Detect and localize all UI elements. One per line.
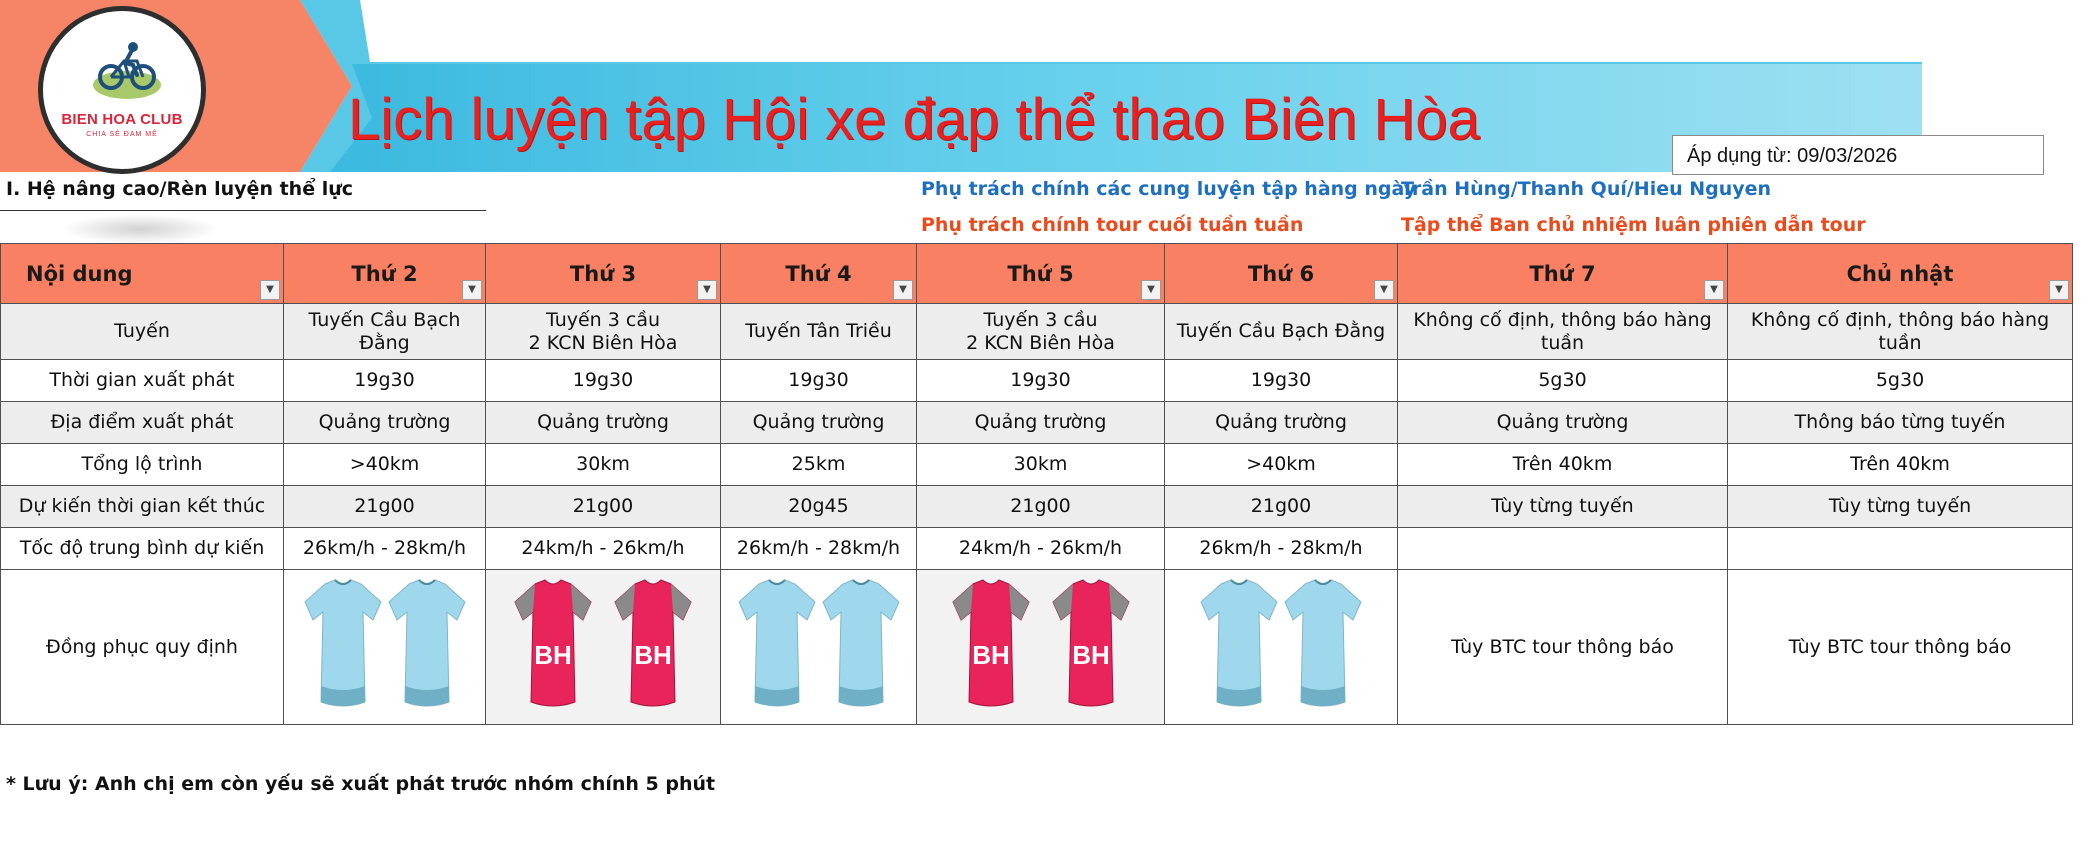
club-logo — [38, 6, 206, 174]
table-cell[interactable]: >40km — [1165, 444, 1398, 486]
svg-text:BH: BH — [534, 640, 572, 670]
table-header-row — [1, 244, 2073, 304]
logo-slogan: CHIA SẺ ĐAM MÊ — [86, 131, 158, 138]
column-header-label: Nội dung — [26, 261, 133, 286]
table-cell[interactable]: Quảng trường — [917, 402, 1165, 444]
table-cell[interactable]: Quảng trường — [486, 402, 721, 444]
table-cell[interactable]: Trên 40km — [1398, 444, 1728, 486]
table-cell[interactable]: 25km — [721, 444, 917, 486]
uniform-image[interactable] — [284, 570, 486, 725]
table-cell[interactable]: Tuyến 3 cầu 2 KCN Biên Hòa — [486, 304, 721, 360]
applied-label: Áp dụng từ: — [1687, 145, 1792, 167]
table-cell[interactable]: 20g45 — [721, 486, 917, 528]
column-header-label: Thứ 6 — [1247, 261, 1315, 286]
jersey-pair — [1165, 570, 1397, 724]
section-shadow — [60, 214, 220, 244]
table-cell[interactable]: Không cố định, thông báo hàng tuần — [1398, 304, 1728, 360]
column-header-label: Thứ 3 — [569, 261, 637, 286]
column-header — [486, 244, 721, 304]
table-cell[interactable]: 26km/h - 28km/h — [1165, 528, 1398, 570]
table-cell[interactable]: >40km — [284, 444, 486, 486]
table-cell[interactable]: Tuyến 3 cầu 2 KCN Biên Hòa — [917, 304, 1165, 360]
applied-date: 09/03/2026 — [1797, 145, 1898, 167]
table-cell[interactable]: 19g30 — [1165, 360, 1398, 402]
jersey-front-icon — [737, 574, 817, 720]
svg-text:BH: BH — [971, 640, 1010, 670]
table-cell[interactable]: Thông báo từng tuyến — [1728, 402, 2073, 444]
filter-dropdown-icon[interactable]: ▼ — [260, 280, 280, 300]
filter-dropdown-icon[interactable]: ▼ — [462, 280, 482, 300]
table-row — [1, 402, 2073, 444]
uniform-image[interactable] — [486, 570, 721, 725]
column-header — [1398, 244, 1728, 304]
row-label: Tổng lộ trình — [1, 444, 284, 486]
table-cell[interactable]: 21g00 — [1165, 486, 1398, 528]
jersey-front-icon — [505, 574, 601, 720]
svg-text:BH: BH — [1071, 640, 1110, 670]
table-cell[interactable]: Quảng trường — [721, 402, 917, 444]
section-title: I. Hệ nâng cao/Rèn luyện thể lực — [6, 178, 353, 200]
table-row-uniform — [1, 570, 2073, 725]
section-underline — [0, 210, 486, 211]
table-cell[interactable] — [1728, 528, 2073, 570]
column-header — [917, 244, 1165, 304]
table-cell[interactable]: 24km/h - 26km/h — [486, 528, 721, 570]
jersey-back-icon — [1283, 574, 1363, 720]
jersey-pair — [917, 570, 1164, 724]
filter-dropdown-icon[interactable]: ▼ — [1374, 280, 1394, 300]
uniform-image[interactable] — [917, 570, 1165, 725]
table-cell[interactable]: 5g30 — [1728, 360, 2073, 402]
table-cell[interactable]: Tuyến Cầu Bạch Đằng — [1165, 304, 1398, 360]
weekend-lead-label: Phụ trách chính tour cuối tuần tuần — [921, 214, 1304, 236]
table-cell[interactable]: Tuyến Tân Triều — [721, 304, 917, 360]
jersey-back-icon — [821, 574, 901, 720]
column-header — [721, 244, 917, 304]
table-row — [1, 304, 2073, 360]
column-header-label: Thứ 4 — [785, 261, 852, 286]
uniform-image[interactable] — [721, 570, 917, 725]
jersey-back-icon — [1043, 574, 1139, 720]
column-header — [284, 244, 486, 304]
table-cell[interactable]: 19g30 — [917, 360, 1165, 402]
filter-dropdown-icon[interactable]: ▼ — [1704, 280, 1724, 300]
row-label: Đồng phục quy định — [1, 570, 284, 725]
table-cell[interactable]: 19g30 — [284, 360, 486, 402]
column-header-label: Thứ 7 — [1529, 261, 1596, 286]
column-header-label: Thứ 2 — [351, 261, 418, 286]
column-header — [1728, 244, 2073, 304]
svg-text:BH: BH — [634, 640, 672, 670]
cyclist-icon — [91, 39, 163, 101]
table-cell[interactable]: 21g00 — [917, 486, 1165, 528]
table-cell[interactable]: 26km/h - 28km/h — [284, 528, 486, 570]
column-header — [1, 244, 284, 304]
jersey-front-icon — [303, 574, 383, 720]
filter-dropdown-icon[interactable]: ▼ — [697, 280, 717, 300]
table-row — [1, 360, 2073, 402]
schedule-table — [0, 243, 2073, 725]
table-cell[interactable]: 21g00 — [486, 486, 721, 528]
jersey-pair — [284, 570, 485, 724]
table-cell[interactable]: 5g30 — [1398, 360, 1728, 402]
table-cell[interactable]: 30km — [917, 444, 1165, 486]
table-cell[interactable] — [1398, 528, 1728, 570]
jersey-back-icon — [605, 574, 701, 720]
daily-lead-label: Phụ trách chính các cung luyện tập hàng ngày — [921, 178, 1417, 200]
filter-dropdown-icon[interactable]: ▼ — [2049, 280, 2069, 300]
applied-date-box[interactable] — [1672, 135, 2044, 175]
jersey-back-icon — [387, 574, 467, 720]
table-cell[interactable]: 30km — [486, 444, 721, 486]
row-label: Dự kiến thời gian kết thúc — [1, 486, 284, 528]
table-cell[interactable]: 26km/h - 28km/h — [721, 528, 917, 570]
table-cell[interactable]: Tùy từng tuyến — [1398, 486, 1728, 528]
jersey-front-icon — [1199, 574, 1279, 720]
column-header-label: Thứ 5 — [1007, 261, 1074, 286]
filter-dropdown-icon[interactable]: ▼ — [893, 280, 913, 300]
row-label: Thời gian xuất phát — [1, 360, 284, 402]
uniform-image[interactable] — [1165, 570, 1398, 725]
table-cell[interactable]: Trên 40km — [1728, 444, 2073, 486]
table-cell[interactable]: Tùy BTC tour thông báo — [1728, 570, 2073, 725]
table-cell[interactable]: Không cố định, thông báo hàng tuần — [1728, 304, 2073, 360]
table-cell[interactable]: 24km/h - 26km/h — [917, 528, 1165, 570]
table-cell[interactable]: 21g00 — [284, 486, 486, 528]
daily-lead-value: Trần Hùng/Thanh Quí/Hieu Nguyen — [1401, 178, 1772, 200]
jersey-pair — [721, 570, 916, 724]
weekend-lead-value: Tập thể Ban chủ nhiệm luân phiên dẫn tour — [1401, 214, 1866, 236]
table-cell[interactable]: Tuyến Cầu Bạch Đằng — [284, 304, 486, 360]
table-cell[interactable]: Tùy BTC tour thông báo — [1398, 570, 1728, 725]
table-cell[interactable]: Quảng trường — [284, 402, 486, 444]
table-row — [1, 444, 2073, 486]
column-header-label: Chủ nhật — [1846, 261, 1954, 286]
logo-name: BIEN HOA CLUB — [61, 111, 183, 128]
table-row — [1, 486, 2073, 528]
jersey-pair — [486, 570, 720, 724]
column-header — [1165, 244, 1398, 304]
row-label: Địa điểm xuất phát — [1, 402, 284, 444]
table-row — [1, 528, 2073, 570]
row-label: Tuyến — [1, 304, 284, 360]
footer-note: * Lưu ý: Anh chị em còn yếu sẽ xuất phát trước nhóm chính 5 phút — [6, 773, 716, 795]
table-cell[interactable]: 19g30 — [721, 360, 917, 402]
table-cell[interactable]: 19g30 — [486, 360, 721, 402]
filter-dropdown-icon[interactable]: ▼ — [1141, 280, 1161, 300]
table-cell[interactable]: Quảng trường — [1398, 402, 1728, 444]
jersey-front-icon — [943, 574, 1039, 720]
table-cell[interactable]: Tùy từng tuyến — [1728, 486, 2073, 528]
page-title: Lịch luyện tập Hội xe đạp thể thao Biên Hòa — [348, 87, 1480, 152]
table-cell[interactable]: Quảng trường — [1165, 402, 1398, 444]
row-label: Tốc độ trung bình dự kiến — [1, 528, 284, 570]
